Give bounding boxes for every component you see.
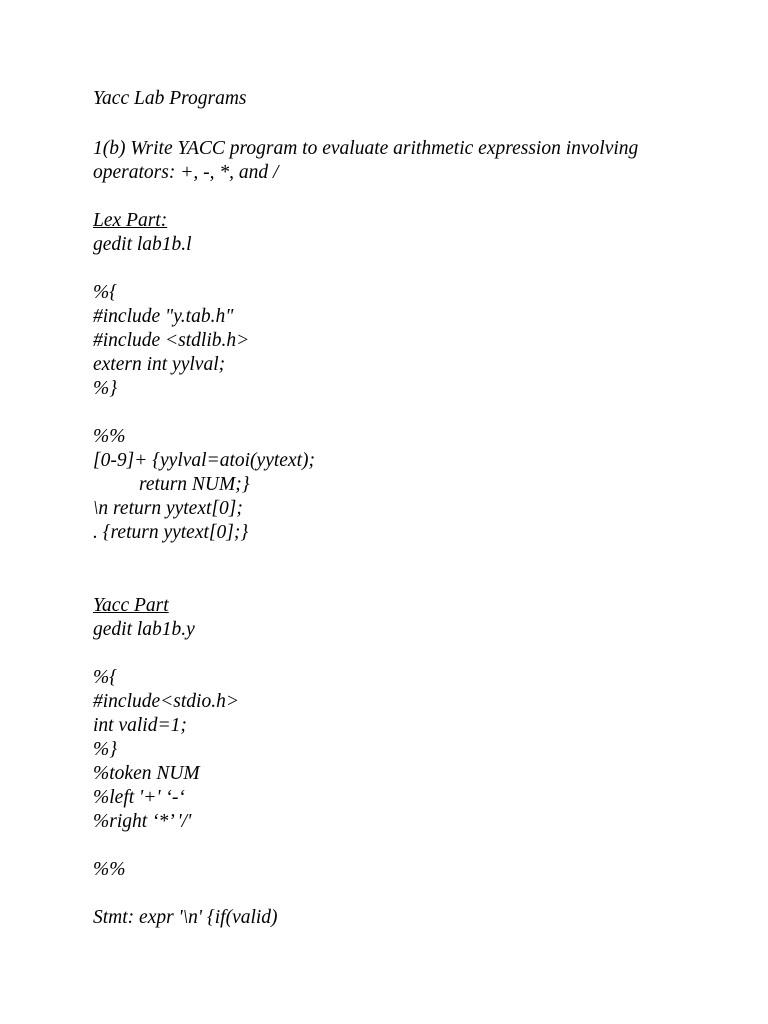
- question-line-1: 1(b) Write YACC program to evaluate arithmetic expression involving: [93, 138, 639, 159]
- lex-code-line: \n return yytext[0];: [93, 498, 243, 519]
- lex-code-line: %%: [93, 426, 126, 447]
- yacc-code-line: %%: [93, 859, 126, 880]
- yacc-code-line: Stmt: expr '\n' {if(valid): [93, 907, 278, 928]
- yacc-code-line: %right ‘*’ '/': [93, 811, 192, 832]
- yacc-part-heading: Yacc Part: [93, 595, 169, 616]
- lex-code-line: return NUM;}: [139, 474, 250, 495]
- lex-code-line: #include <stdlib.h>: [93, 330, 250, 351]
- yacc-code-line: #include<stdio.h>: [93, 691, 240, 712]
- document-title: Yacc Lab Programs: [93, 88, 247, 109]
- lex-part-command: gedit lab1b.l: [93, 234, 192, 255]
- lex-code-line: %{: [93, 282, 118, 303]
- lex-code-line: extern int yylval;: [93, 354, 226, 375]
- yacc-code-line: int valid=1;: [93, 715, 187, 736]
- yacc-code-line: %{: [93, 667, 118, 688]
- lex-code-line: #include "y.tab.h": [93, 306, 234, 327]
- question-line-2: operators: +, -, *, and /: [93, 162, 279, 183]
- lex-code-line: %}: [93, 378, 118, 399]
- lex-code-line: . {return yytext[0];}: [93, 522, 249, 543]
- yacc-part-command: gedit lab1b.y: [93, 619, 195, 640]
- lex-part-heading: Lex Part:: [93, 210, 168, 231]
- yacc-code-line: %left '+' ‘-‘: [93, 787, 185, 808]
- lex-code-line: [0-9]+ {yylval=atoi(yytext);: [93, 450, 315, 471]
- yacc-code-line: %}: [93, 739, 118, 760]
- yacc-code-line: %token NUM: [93, 763, 200, 784]
